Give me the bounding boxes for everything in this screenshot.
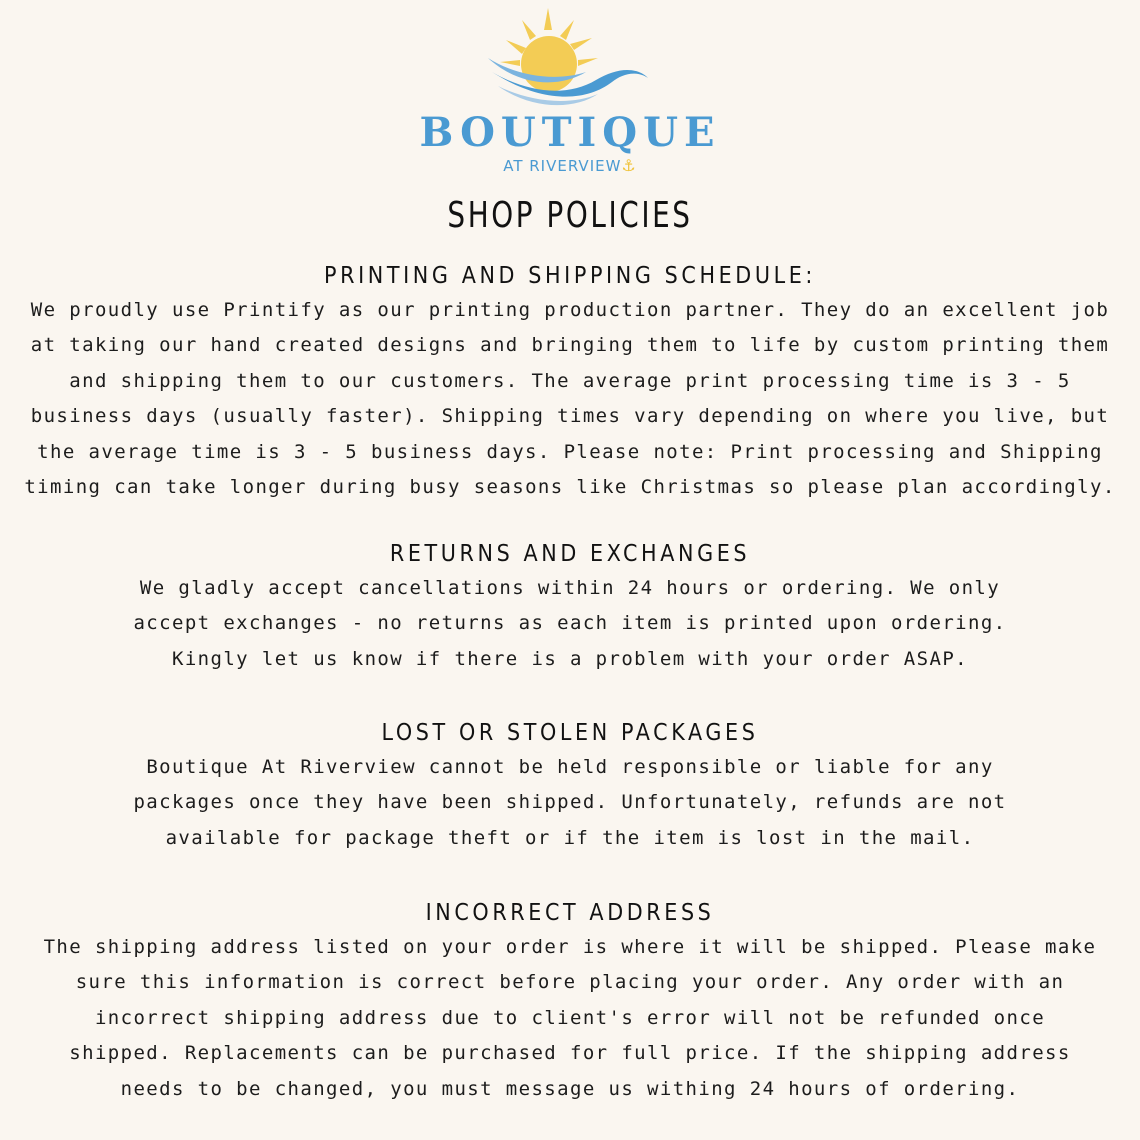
section-heading: LOST OR STOLEN PACKAGES <box>381 720 759 746</box>
section-lost-stolen <box>0 718 1140 856</box>
section-body: Boutique At Riverview cannot be held responsible or liable for any packages once they have been shipped. Unfortunately, refunds are not available for package theft or if the item is lost in the mail. <box>133 756 1007 849</box>
brand-name: BOUTIQUE <box>419 109 721 156</box>
brand-subtitle-text: AT RIVERVIEW <box>503 157 622 175</box>
anchor-icon: ⚓ <box>621 156 637 175</box>
section-returns-exchanges <box>0 539 1140 677</box>
section-incorrect-address <box>0 898 1140 1107</box>
section-heading: INCORRECT ADDRESS <box>425 900 715 926</box>
section-body: We gladly accept cancellations within 24 hours or ordering. We only accept exchanges - no returns as each item is printed upon ordering. Kingly let us know if there is a problem with your order ASAP. <box>133 577 1007 670</box>
section-heading: RETURNS AND EXCHANGES <box>389 541 751 567</box>
page-title: SHOP POLICIES <box>447 195 693 236</box>
section-body: The shipping address listed on your order is where it will be shipped. Please make sure this information is correct before placing your order. Any order with an incorrect shipping address due to client's error will not be refunded once shipped. Replacements can be purchased for full price. If the shipping address needs to be changed, you must message us withing 24 hours of ordering. <box>43 936 1097 1100</box>
brand-logo <box>0 6 1140 178</box>
section-body: We proudly use Printify as our printing production partner. They do an excellent job at taking our hand created designs and bringing them to life by custom printing them and shipping them to our customers. The average print processing time is 3 - 5 business days (usually faster). Shipping times vary depending on where you live, but the average time is 3 - 5 business days. Please note: Print processing and Shipping timing can take longer during busy seasons like Christmas so please plan accordingly. <box>24 299 1116 499</box>
section-printing-shipping <box>0 261 1140 505</box>
sun-wave-logo-icon <box>486 6 656 116</box>
brand-subtitle <box>0 156 1140 176</box>
section-heading: PRINTING AND SHIPPING SCHEDULE: <box>324 263 816 289</box>
